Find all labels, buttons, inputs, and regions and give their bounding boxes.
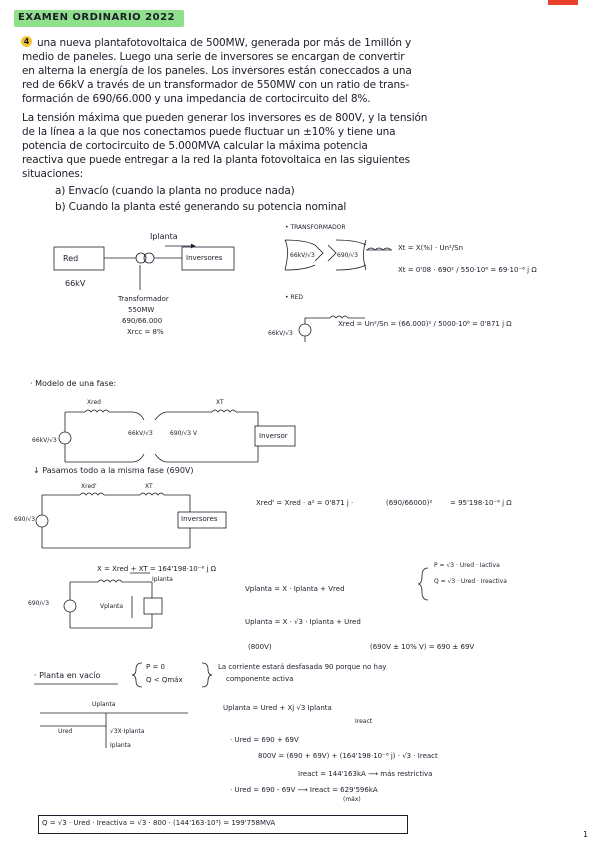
red-source-label: 66kV/√3	[268, 330, 293, 337]
single-phase-inverter: Inversor	[259, 432, 288, 440]
problem-line-3: en alterna la energía de los paneles. Los inversores están coneccados a una	[22, 65, 412, 77]
same-phase-xred: Xred'	[81, 483, 97, 490]
problem-line-2: medio de paneles. Luego una serie de inversores se encargan de convertir	[22, 51, 405, 63]
problem-line-9: reactiva que puede entregar a la red la planta fotovoltaica en las siguientes	[22, 154, 411, 166]
equiv-vplanta: Vplanta	[100, 603, 124, 610]
problem-line-7: de la línea a la que nos conectamos puede fluctuar un ±10% y tiene una	[22, 126, 396, 138]
calc-line-5: · Ured = 690 - 69V ⟶ Ireact = 629'596kA	[230, 786, 378, 794]
same-phase-heading: ↓ Pasamos todo a la misma fase (690V)	[33, 466, 194, 475]
eq-ured-range: (690V ± 10% V) = 690 ± 69V	[370, 643, 475, 651]
problem-line-1: una nueva plantafotovoltaica de 500MW, generada por más de 1millón y	[37, 37, 412, 49]
page-title: EXAMEN ORDINARIO 2022	[18, 12, 175, 23]
calc-line-3: 800V = (690 + 69V) + (164'198·10⁻⁶ j) · √3 · Ireact	[258, 752, 438, 760]
calc-line-2: · Ured = 690 + 69V	[230, 736, 299, 744]
phasor-iplanta: Iplanta	[110, 742, 131, 749]
red-box	[54, 247, 104, 270]
problem-line-5: formación de 690/66.000 y una impedancia de cortocircuito del 8%.	[22, 93, 371, 105]
transformer-formula-1: Xt = X(%) · Un²/Sn	[398, 244, 464, 252]
same-phase-inverter: Inversores	[181, 515, 218, 523]
part-b: b) Cuando la planta esté generando su potencia nominal	[55, 201, 347, 213]
transformer-line-4: Xrcc = 8%	[127, 328, 164, 336]
transformer-line-2: 550MW	[128, 306, 155, 314]
same-phase-source: 690/√3	[14, 516, 36, 523]
problem-number: 4	[21, 36, 32, 47]
problem-line-6: La tensión máxima que pueden generar los inversores es de 800V, y la tensión	[22, 112, 428, 124]
phasor-uplanta: Uplanta	[92, 701, 116, 708]
phasor-xi: √3X·Iplanta	[110, 728, 145, 735]
transformer-right-ratio: 690/√3	[337, 252, 359, 259]
eq-vplanta: Vplanta = X · Iplanta + Vred	[245, 585, 345, 593]
empty-cond-p: P = 0	[146, 663, 165, 671]
calc-line-4: Ireact = 144'163kA ⟶ más restrictiva	[298, 770, 433, 778]
xred-prime-formula-c: = 95'198·10⁻⁶ j Ω	[450, 499, 512, 507]
empty-note-1: La corriente estará desfasada 90 porque no hay	[218, 663, 387, 671]
equiv-source: 690/√3	[28, 600, 50, 607]
single-phase-xred: Xred	[87, 399, 101, 406]
p-formula: P = √3 · Ured · Iactiva	[434, 562, 500, 569]
calc-line-1b: Ireact	[355, 718, 373, 725]
calc-line-1: Uplanta = Ured + Xj √3 Iplanta	[223, 704, 332, 712]
transformer-heading: • TRANSFORMADOR	[285, 224, 346, 231]
single-phase-mid2: 690/√3 V	[170, 430, 198, 437]
red-formula: Xred = Un²/Sn = (66.000)² / 5000·10⁶ = 0'871 j Ω	[338, 320, 512, 328]
red-voltage: 66kV	[65, 279, 86, 288]
transformer-line-1: Transformador	[118, 295, 169, 303]
part-a: a) Envacío (cuando la planta no produce nada)	[55, 185, 295, 197]
xred-prime-formula-a: Xred' = Xred · a² = 0'871 j ·	[256, 499, 354, 507]
transformer-line-3: 690/66.000	[122, 317, 163, 325]
problem-line-8: potencia de cortocircuito de 5.000MVA calcular la máxima potencia	[22, 140, 368, 152]
transformer-left-ratio: 66kV/√3	[290, 252, 315, 259]
single-phase-xt: XT	[216, 399, 224, 406]
phasor-ured: Ured	[58, 728, 73, 735]
inverter-label: Inversores	[186, 254, 223, 262]
page-number: 1	[583, 830, 589, 839]
calc-line-5b: (máx)	[343, 796, 361, 803]
problem-line-10: situaciones:	[22, 168, 84, 180]
final-answer: Q = √3 · Ured · Ireactiva = √3 · 800 · (144'163·10³) = 199'758MVA	[42, 819, 276, 827]
red-label: Red	[63, 254, 79, 263]
eq-uplanta: Uplanta = X · √3 · Iplanta + Ured	[245, 618, 361, 626]
red-source	[299, 324, 311, 336]
empty-note-2: componente activa	[226, 675, 294, 683]
transformer-coil-1	[136, 253, 146, 263]
eq-800v: (800V)	[248, 643, 272, 651]
transformer-formula-2: Xt = 0'08 · 690² / 550·10⁶ = 69·10⁻⁶ j Ω	[398, 266, 537, 274]
single-phase-heading: · Modelo de una fase:	[30, 379, 117, 388]
single-phase-mid1: 66kV/√3	[128, 430, 153, 437]
xred-prime-formula-b: (690/66000)²	[386, 499, 433, 507]
x-total-formula: X = Xred + XT = 164'198·10⁻⁶ j Ω	[97, 565, 216, 573]
equiv-iplanta: Iplanta	[152, 576, 173, 583]
iplanta-label: Iplanta	[150, 232, 178, 241]
problem-line-4: red de 66kV a través de un transformador de 550MW con un ratio de trans-	[22, 79, 409, 91]
q-formula: Q = √3 · Ured · Ireactiva	[434, 578, 507, 585]
empty-cond-q: Q < Qmáx	[146, 676, 183, 684]
single-phase-source: 66kV/√3	[32, 437, 57, 444]
same-phase-xt: XT	[145, 483, 153, 490]
empty-case-label: · Planta en vacío	[34, 671, 101, 680]
red-heading: • RED	[285, 294, 304, 301]
transformer-coil-2	[144, 253, 154, 263]
